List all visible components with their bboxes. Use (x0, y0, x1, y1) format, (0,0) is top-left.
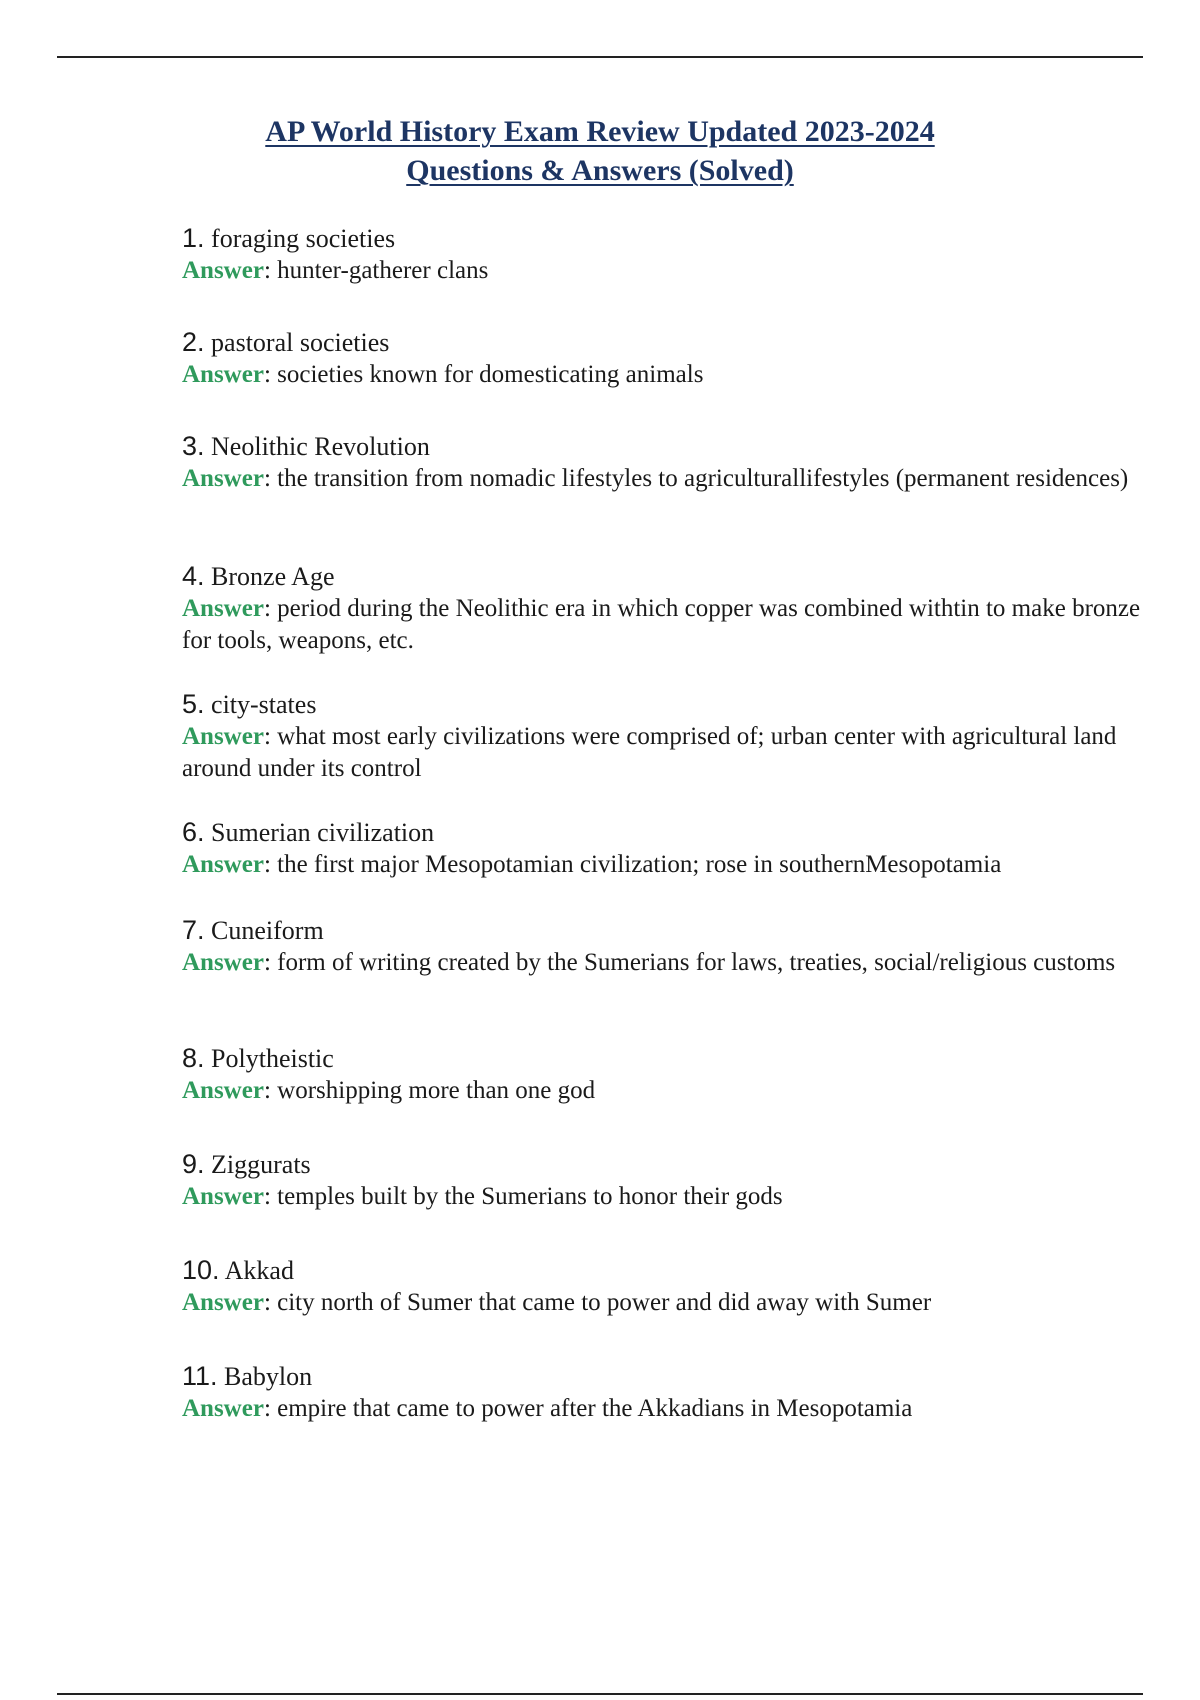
answer-label: Answer (182, 595, 264, 622)
answer: Answer: societies known for domesticating animals (182, 361, 704, 388)
answer-text: what most early civilizations were comprised of; urban center with agricultural land around under its control (182, 723, 1117, 782)
answer: Answer: form of writing created by the Sumerians for laws, treaties, social/religious customs (182, 949, 1116, 976)
qa-item (182, 326, 1142, 391)
answer-text: hunter-gatherer clans (277, 257, 489, 284)
question-number: 10. (182, 1255, 220, 1285)
question-number: 2. (182, 327, 205, 357)
answer-text: the transition from nomadic lifestyles to agriculturallifestyles (permanent residences) (277, 465, 1129, 492)
answer-label: Answer (182, 851, 264, 878)
answer-label: Answer (182, 1183, 264, 1210)
question-number: 1. (182, 223, 205, 253)
question-number: 4. (182, 561, 205, 591)
qa-item (182, 914, 1142, 979)
title-line-2: Questions & Answers (Solved) (406, 154, 794, 187)
answer: Answer: the first major Mesopotamian civilization; rose in southernMesopotamia (182, 851, 1002, 878)
question-term: foraging societies (211, 224, 396, 253)
question-term: Babylon (224, 1362, 313, 1391)
title-line-1: AP World History Exam Review Updated 2023-2024 (265, 115, 935, 148)
answer-text: city north of Sumer that came to power and did away with Sumer (277, 1289, 932, 1316)
answer-text: empire that came to power after the Akkadians in Mesopotamia (277, 1395, 913, 1422)
answer-label: Answer (182, 949, 264, 976)
question-term: Neolithic Revolution (211, 432, 430, 461)
answer: Answer: empire that came to power after the Akkadians in Mesopotamia (182, 1395, 913, 1422)
answer-text: the first major Mesopotamian civilization; rose in southernMesopotamia (277, 851, 1002, 878)
answer: Answer: city north of Sumer that came to power and did away with Sumer (182, 1289, 932, 1316)
answer-label: Answer (182, 1395, 264, 1422)
answer-label: Answer (182, 257, 264, 284)
question-number: 11. (182, 1361, 218, 1391)
qa-item (182, 1148, 1142, 1213)
question (182, 1042, 1142, 1075)
question-term: Polytheistic (211, 1044, 334, 1073)
bottom-rule (57, 1693, 1143, 1695)
answer: Answer: the transition from nomadic lifestyles to agriculturallifestyles (permanent residences) (182, 465, 1129, 492)
answer-text: form of writing created by the Sumerians for laws, treaties, social/religious customs (277, 949, 1116, 976)
question-term: Ziggurats (211, 1150, 311, 1179)
question-term: city-states (211, 690, 317, 719)
question (182, 326, 1142, 359)
answer-label: Answer (182, 1289, 264, 1316)
question (182, 914, 1142, 947)
question-term: Akkad (224, 1256, 294, 1285)
answer-text: temples built by the Sumerians to honor their gods (277, 1183, 783, 1210)
top-rule (57, 56, 1143, 58)
question-term: pastoral societies (211, 328, 390, 357)
answer-label: Answer (182, 361, 264, 388)
answer-text: period during the Neolithic era in which copper was combined withtin to make bronze for tools, weapons, etc. (182, 595, 1141, 654)
question (182, 1148, 1142, 1181)
qa-item (182, 430, 1142, 495)
question-term: Bronze Age (211, 562, 335, 591)
answer: Answer: worshipping more than one god (182, 1077, 596, 1104)
answer-label: Answer (182, 1077, 264, 1104)
qa-item (182, 1360, 1142, 1425)
question-number: 5. (182, 689, 205, 719)
question (182, 222, 1142, 255)
question-term: Sumerian civilization (211, 818, 435, 847)
question (182, 430, 1142, 463)
qa-item (182, 816, 1142, 881)
question (182, 816, 1142, 849)
qa-item (182, 688, 1142, 785)
question (182, 1360, 1142, 1393)
question (182, 560, 1142, 593)
qa-item (182, 222, 1142, 287)
qa-item (182, 1254, 1142, 1319)
answer-label: Answer (182, 723, 264, 750)
question-number: 6. (182, 817, 205, 847)
question-number: 7. (182, 915, 205, 945)
document-title (0, 112, 1200, 190)
question-number: 8. (182, 1043, 205, 1073)
answer-label: Answer (182, 465, 264, 492)
answer: Answer: hunter-gatherer clans (182, 257, 489, 284)
question-number: 9. (182, 1149, 205, 1179)
answer-text: worshipping more than one god (277, 1077, 596, 1104)
qa-item (182, 1042, 1142, 1107)
question-number: 3. (182, 431, 205, 461)
question-term: Cuneiform (211, 916, 324, 945)
question (182, 688, 1142, 721)
answer: Answer: what most early civilizations were comprised of; urban center with agricultural land around under its control (182, 723, 1117, 782)
answer-text: societies known for domesticating animals (277, 361, 704, 388)
answer: Answer: temples built by the Sumerians to honor their gods (182, 1183, 783, 1210)
question (182, 1254, 1142, 1287)
answer: Answer: period during the Neolithic era in which copper was combined withtin to make bronze for tools, weapons, etc. (182, 595, 1141, 654)
qa-item (182, 560, 1142, 657)
